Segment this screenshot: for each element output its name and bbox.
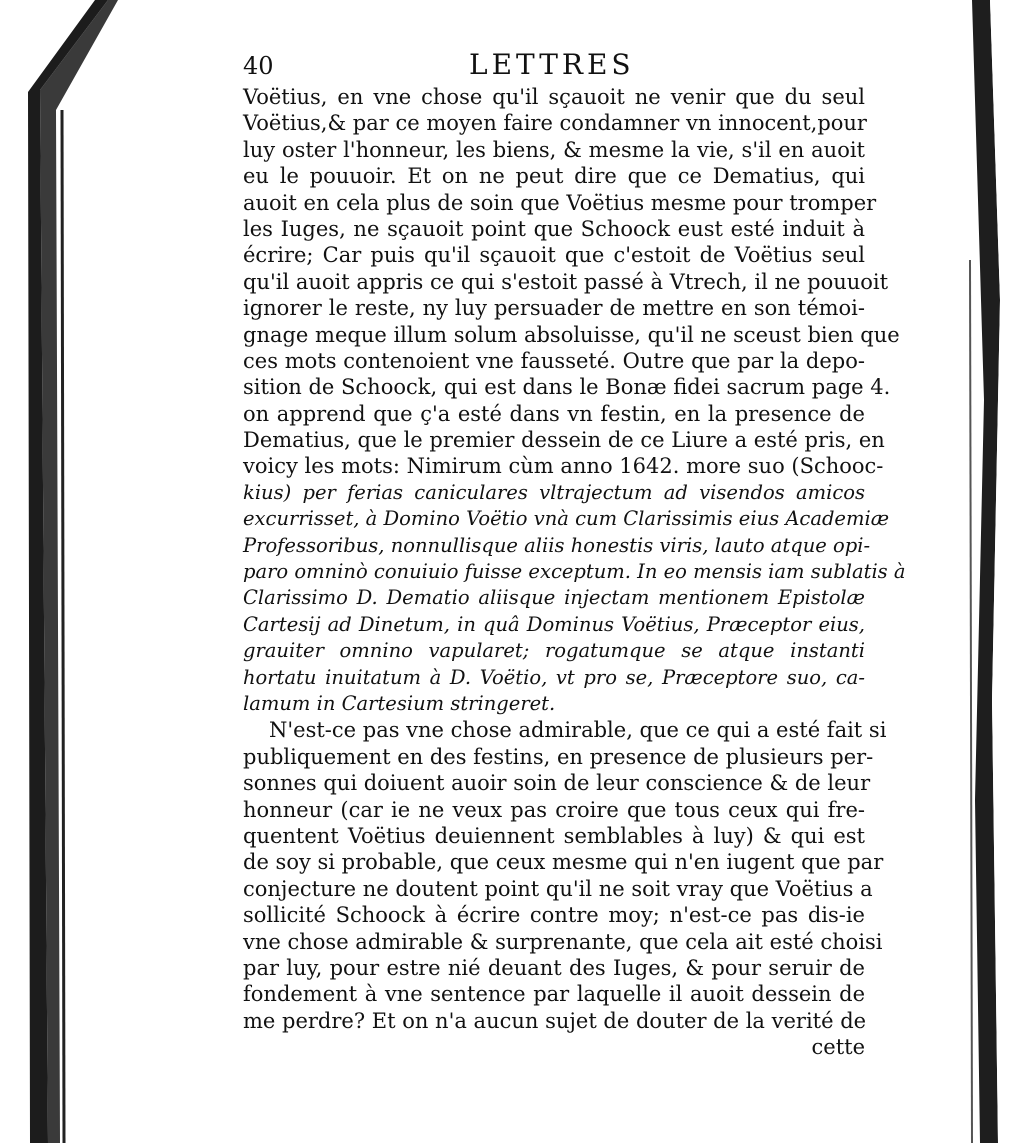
- text-line: ces mots contenoient vne fausseté. Outre que par la depo-: [243, 348, 865, 373]
- text-line: me perdre? Et on n'a aucun sujet de douter de la verité de: [243, 1008, 867, 1033]
- text-line: auoit en cela plus de soin que Voëtius mesme pour tromper: [243, 190, 877, 215]
- text-line: ignorer le reste, ny luy persuader de mettre en son témoi-: [243, 296, 865, 321]
- body-text: [243, 84, 906, 1034]
- text-line: Professoribus, nonnullisque aliis honestis viris, lauto atque opi-: [243, 533, 871, 557]
- text-line: paro omninò conuiuio fuisse exceptum. In eo mensis iam sublatis à: [243, 560, 906, 584]
- text-line: Cartesij ad Dinetum, in quâ Dominus Voëtius, Præceptor eius,: [243, 612, 865, 636]
- text-line: kius) per ferias caniculares vltrajectum ad visendos amicos: [243, 480, 865, 504]
- text-line: Voëtius,& par ce moyen faire condamner vn innocent,pour: [243, 111, 867, 136]
- text-line: par luy, pour estre nié deuant des Iuges, & pour seruir de: [243, 955, 865, 980]
- text-line: honneur (car ie ne veux pas croire que tous ceux qui fre-: [243, 797, 865, 822]
- text-line: sition de Schoock, qui est dans le Bonæ fidei sacrum page 4.: [243, 375, 891, 400]
- text-line: gnage meque illum solum absoluisse, qu'il ne sceust bien que: [243, 322, 900, 347]
- text-line: les Iuges, ne sçauoit point que Schoock eust esté induit à: [243, 216, 865, 241]
- text-line: Voëtius, en vne chose qu'il sçauoit ne venir que du seul: [243, 85, 865, 109]
- text-line: conjecture ne doutent point qu'il ne soit vray que Voëtius a: [243, 876, 873, 901]
- text-line: on apprend que ç'a esté dans vn festin, en la presence de: [243, 401, 865, 426]
- text-line: vne chose admirable & surprenante, que cela ait esté choisi: [243, 929, 883, 954]
- page-number: 40: [243, 52, 274, 80]
- text-line: sollicité Schoock à écrire contre moy; n'est-ce pas dis-ie: [243, 903, 865, 928]
- text-line: qu'il auoit appris ce qui s'estoit passé à Vtrech, il ne pouuoit: [243, 269, 889, 294]
- text-line: de soy si probable, que ceux mesme qui n'en iugent que par: [243, 850, 884, 875]
- text-line: eu le pouuoir. Et on ne peut dire que ce Dematius, qui: [243, 164, 865, 189]
- running-head: LETTRES: [469, 48, 635, 81]
- text-line: luy oster l'honneur, les biens, & mesme la vie, s'il en auoit: [243, 137, 865, 162]
- text-line: écrire; Car puis qu'il sçauoit que c'estoit de Voëtius seul: [243, 243, 865, 268]
- text-line: excurrisset, à Domino Voëtio vnà cum Clarissimis eius Academiæ: [243, 507, 890, 531]
- text-line: sonnes qui doiuent auoir soin de leur conscience & de leur: [243, 771, 871, 796]
- text-line: publiquement en des festins, en presence de plusieurs per-: [243, 744, 874, 769]
- text-line: voicy les mots: Nimirum cùm anno 1642. more suo (Schooc-: [243, 454, 884, 479]
- text-line: Dematius, que le premier dessein de ce Liure a esté pris, en: [243, 428, 885, 453]
- text-line: quentent Voëtius deuiennent semblables à luy) & qui est: [243, 823, 865, 848]
- text-line: grauiter omnino vapularet; rogatumque se atque instanti: [243, 639, 865, 663]
- text-line: hortatu inuitatum à D. Voëtio, vt pro se, Præceptore suo, ca-: [243, 665, 865, 689]
- page-header: [243, 48, 865, 84]
- text-line: N'est-ce pas vne chose admirable, que ce qui a esté fait si: [269, 718, 887, 743]
- text-line: fondement à vne sentence par laquelle il auoit dessein de: [243, 982, 865, 1007]
- text-line: Clarissimo D. Dematio aliisque injectam mentionem Epistolæ: [243, 586, 865, 610]
- page-text: [243, 48, 906, 1060]
- text-line: lamum in Cartesium stringeret.: [243, 691, 556, 715]
- catchword: cette: [811, 1035, 865, 1060]
